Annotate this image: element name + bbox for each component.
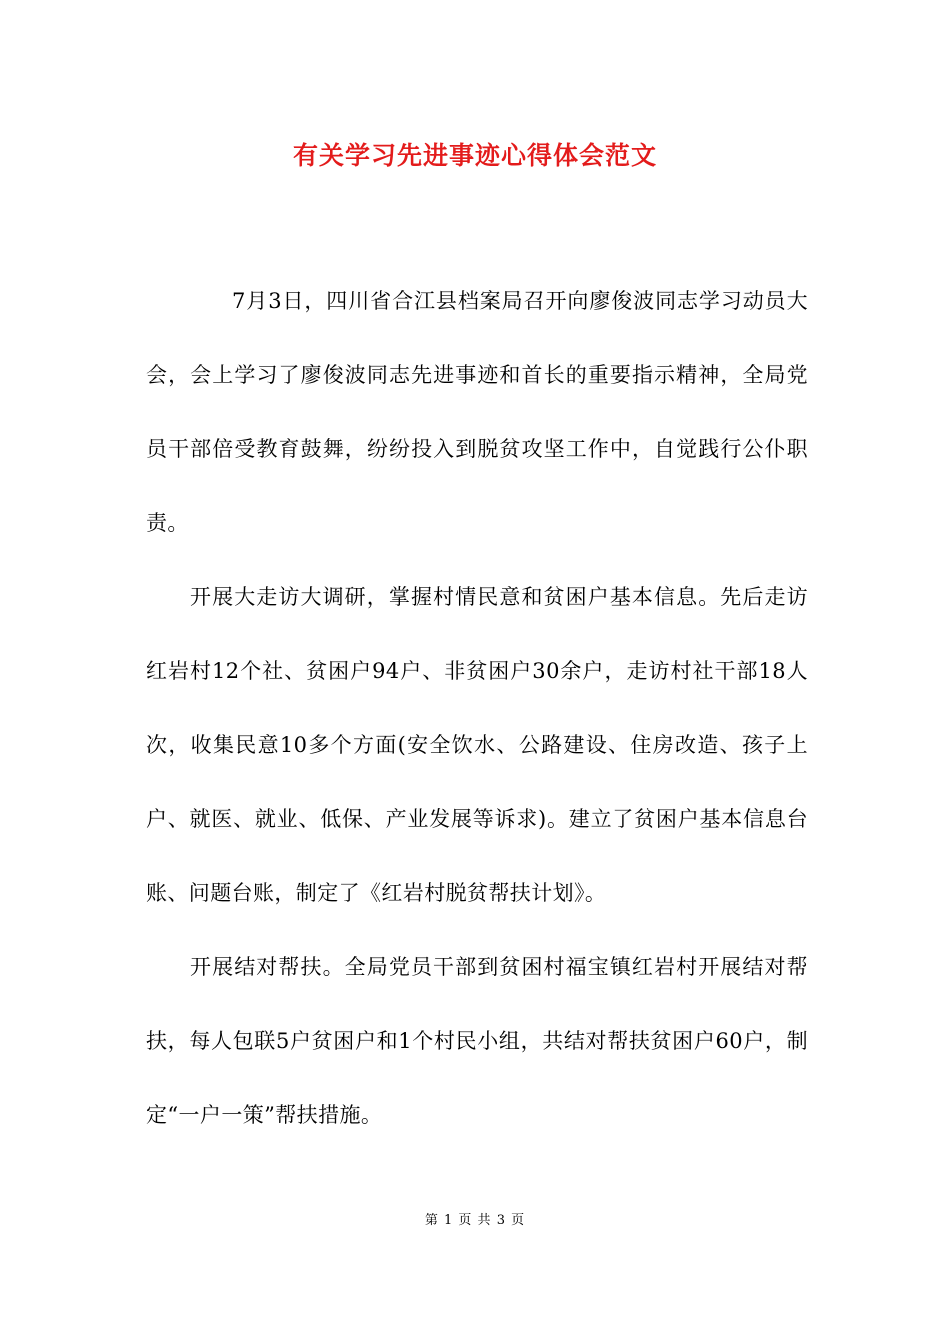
paragraph-3: 开展结对帮扶。全局党员干部到贫困村福宝镇红岩村开展结对帮扶，每人包联5户贫困户和1个村民小组，共结对帮扶贫困户60户，制定“一户一策”帮扶措施。 [146,955,808,1127]
document-title: 有关学习先进事迹心得体会范文 [292,141,657,170]
paragraph-1: 7月3日，四川省合江县档案局召开向廖俊波同志学习动员大会，会上学习了廖俊波同志先进事迹和首长的重要指示精神，全局党员干部倍受教育鼓舞，纷纷投入到脱贫攻坚工作中，自觉践行公仆职责。 [146,289,808,535]
page-footer [0,1209,950,1228]
paragraph-2: 开展大走访大调研，掌握村情民意和贫困户基本信息。先后走访红岩村12个社、贫困户94户、非贫困户30余户，走访村社干部18人次，收集民意10多个方面(安全饮水、公路建设、住房改造、孩子上户、就医、就业、低保、产业发展等诉求)。建立了贫困户基本信息台账、问题台账，制定了《红岩村脱贫帮扶计划》。 [146,585,808,905]
page-number-label: 第 1 页 共 3 页 [424,1213,526,1228]
document-body [146,264,808,1152]
